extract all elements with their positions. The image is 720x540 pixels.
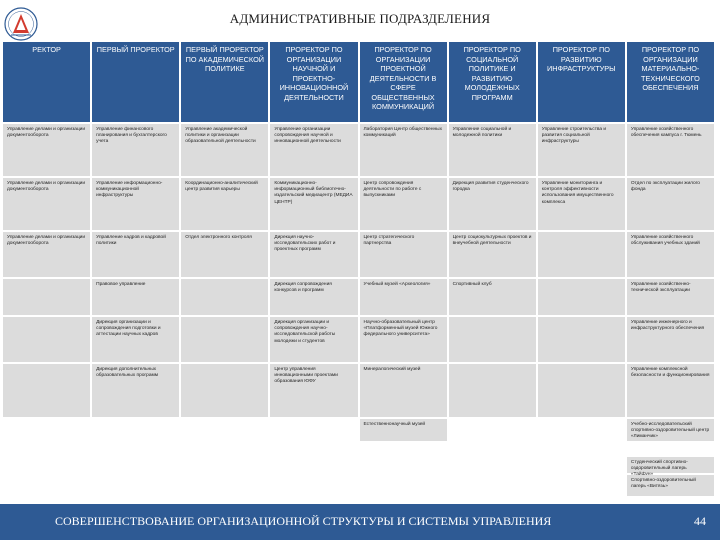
table-cell: Спортивно-оздоровительный лагерь «Витязь»: [627, 475, 714, 496]
table-cell: Управление академической политики и организации образовательной деятельности: [181, 124, 268, 176]
table-cell: Центр социокультурных проектов и внеучебной деятельности: [449, 232, 536, 277]
table-cell-empty: [538, 364, 625, 417]
table-cell: Управление делами и организации документооборота: [3, 124, 90, 176]
table-cell-empty: [3, 279, 90, 315]
table-cell-empty: [3, 317, 90, 362]
table-cell-empty: [181, 279, 268, 315]
header-infrastructure-vice-rector: ПРОРЕКТОР ПО РАЗВИТИЮ ИНФРАСТРУКТУРЫ: [538, 42, 625, 122]
table-cell: Правовое управление: [92, 279, 179, 315]
table-cell-empty: [449, 364, 536, 417]
page-number: 44: [694, 514, 706, 528]
table-cell: Спортивный клуб: [449, 279, 536, 315]
table-cell: Управление хозяйственного обеспечения кампуса г. Тюмень: [627, 124, 714, 176]
table-cell: Дирекция научно-исследовательских работ и проектных программ: [270, 232, 357, 277]
header-rector: РЕКТОР: [3, 42, 90, 122]
table-cell: Управление хозяйственного обслуживания учебных зданий: [627, 232, 714, 277]
table-cell: Управление организации сопровождения научной и инновационной деятельности: [270, 124, 357, 176]
header-logistics-vice-rector: ПРОРЕКТОР ПО ОРГАНИЗАЦИИ МАТЕРИАЛЬНО-ТЕХНИЧЕСКОГО ОБЕСПЕЧЕНИЯ: [627, 42, 714, 122]
table-cell-empty: [181, 364, 268, 417]
table-cell: Лаборатория Центр общественных коммуникаций: [360, 124, 447, 176]
table-cell: Управление кадров и кадровой политики: [92, 232, 179, 277]
table-cell: Управление финансового планирования и бухгалтерского учета: [92, 124, 179, 176]
table-cell: Управление инженерного и инфраструктурного обеспечения: [627, 317, 714, 362]
table-cell-empty: [449, 317, 536, 362]
table-cell: Управление информационно-коммуникационной инфраструктуры: [92, 178, 179, 230]
table-cell: Управление делами и организации документооборота: [3, 178, 90, 230]
table-cell: Естественнонаучный музей: [360, 419, 447, 441]
table-cell-empty: [538, 279, 625, 315]
table-cell: Дирекция организации и сопровождения научно-исследовательской работы молодежи и студентов: [270, 317, 357, 362]
table-cell: Отдел электронного контроля: [181, 232, 268, 277]
table-cell: Управление хозяйственно-технической эксплуатации: [627, 279, 714, 315]
university-logo: [3, 6, 39, 46]
table-cell-empty: [181, 317, 268, 362]
table-cell: Дирекция сопровождения конкурсов и программ: [270, 279, 357, 315]
table-cell: Учебно-исследовательский спортивно-оздоровительный центр «Лиманчик»: [627, 419, 714, 441]
table-cell: Центр стратегического партнерства: [360, 232, 447, 277]
table-cell: Коммуникационно-информационный библиотечно-издательский медиацентр (МЕДИА ЦЕНТР): [270, 178, 357, 230]
header-social-vice-rector: ПРОРЕКТОР ПО СОЦИАЛЬНОЙ ПОЛИТИКЕ И РАЗВИТИЮ МОЛОДЕЖНЫХ ПРОГРАММ: [449, 42, 536, 122]
table-cell: Отдел по эксплуатации жилого фонда: [627, 178, 714, 230]
table-cell: Дирекция организации и сопровождения подготовки и аттестации научных кадров: [92, 317, 179, 362]
table-cell: Центр сопровождения деятельности по работе с выпускниками: [360, 178, 447, 230]
table-cell: Центр управления инновационными проектами образования ЮФУ: [270, 364, 357, 417]
footer-title: СОВЕРШЕНСТВОВАНИЕ ОРГАНИЗАЦИОННОЙ СТРУКТУРЫ И СИСТЕМЫ УПРАВЛЕНИЯ: [55, 514, 552, 528]
header-first-vice-rector: ПЕРВЫЙ ПРОРЕКТОР: [92, 42, 179, 122]
table-cell: Координационно-аналитический центр развития карьеры: [181, 178, 268, 230]
org-structure-table: [3, 42, 714, 496]
header-science-vice-rector: ПРОРЕКТОР ПО ОРГАНИЗАЦИИ НАУЧНОЙ И ПРОЕКТНО-ИННОВАЦИОННОЙ ДЕЯТЕЛЬНОСТИ: [270, 42, 357, 122]
header-communications-vice-rector: ПРОРЕКТОР ПО ОРГАНИЗАЦИИ ПРОЕКТНОЙ ДЕЯТЕЛЬНОСТИ В СФЕРЕ ОБЩЕСТВЕННЫХ КОММУНИКАЦИЙ: [360, 42, 447, 122]
table-cell: Управление социальной и молодежной политики: [449, 124, 536, 176]
table-cell: Управление комплексной безопасности и функционирования: [627, 364, 714, 417]
table-cell-empty: [538, 232, 625, 277]
table-cell: Минералогический музей: [360, 364, 447, 417]
table-cell: Дирекция развития студенческого городка: [449, 178, 536, 230]
header-academic-vice-rector: ПЕРВЫЙ ПРОРЕКТОР ПО АКАДЕМИЧЕСКОЙ ПОЛИТИКЕ: [181, 42, 268, 122]
table-cell: Управление строительства и развития социальной инфраструктуры: [538, 124, 625, 176]
table-cell: Студенческий спортивно-оздоровительный лагерь: [627, 457, 714, 473]
table-cell-empty: [538, 317, 625, 362]
table-cell: Управление делами и организации документооборота: [3, 232, 90, 277]
table-cell: Управление мониторинга и контроля эффективности использования имущественного комплекса: [538, 178, 625, 230]
table-cell-empty: [3, 364, 90, 417]
table-cell: Научно-образовательный центр «Платформенный музей Южного федерального университета»: [360, 317, 447, 362]
table-cell: Учебный музей «Археология»: [360, 279, 447, 315]
page-title: АДМИНИСТРАТИВНЫЕ ПОДРАЗДЕЛЕНИЯ: [229, 11, 491, 26]
table-cell: Дирекция дополнительных образовательных программ: [92, 364, 179, 417]
